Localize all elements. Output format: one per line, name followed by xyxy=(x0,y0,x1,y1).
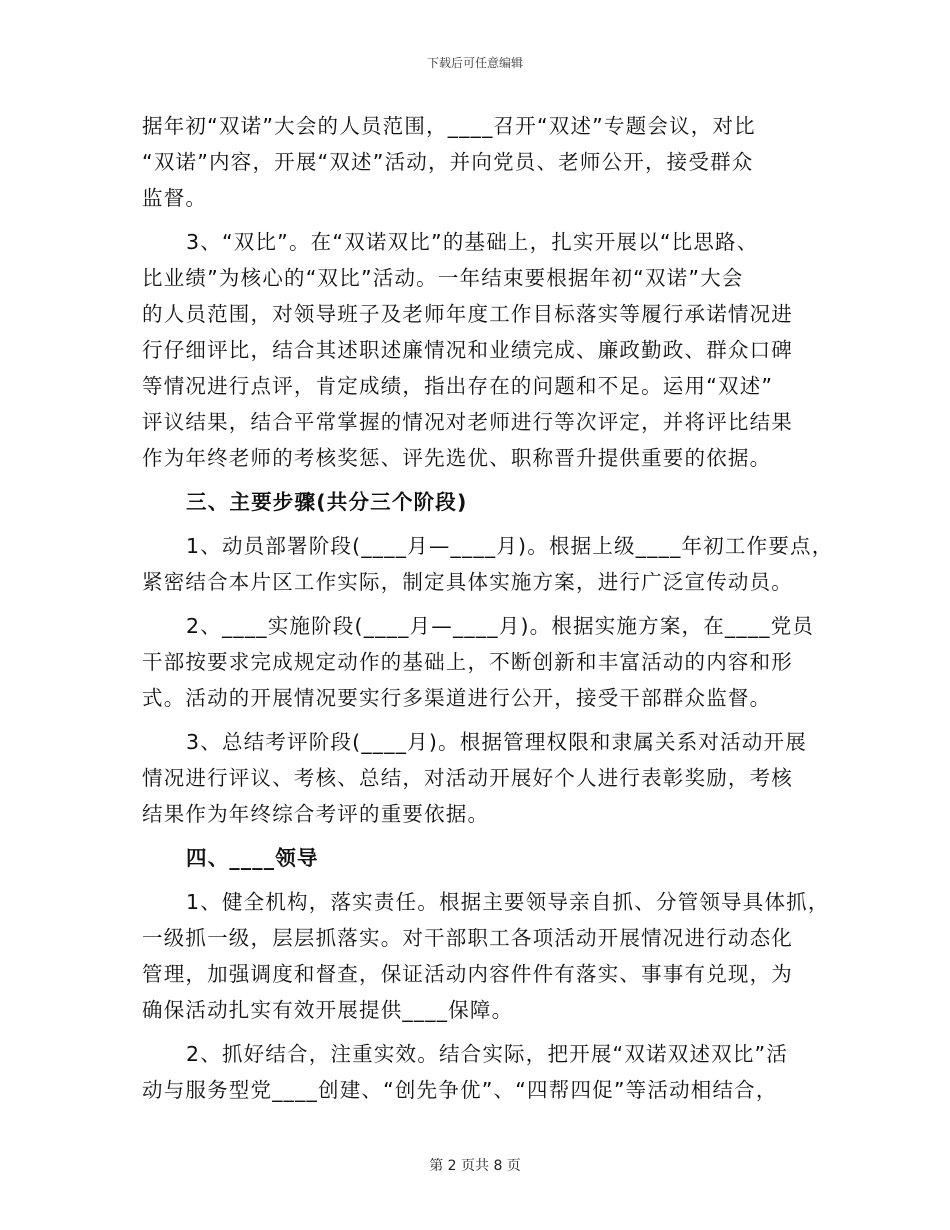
section-heading: 三、主要步骤(共分三个阶段) xyxy=(186,490,468,514)
body-line: 干部按要求完成规定动作的基础上，不断创新和丰富活动的内容和形 xyxy=(142,650,793,674)
paragraph-start-line: 1、健全机构，落实责任。根据主要领导亲自抓、分管领导具体抓， xyxy=(186,890,830,914)
body-line: 一级抓一级，层层抓落实。对干部职工各项活动开展情况进行动态化 xyxy=(142,926,793,950)
body-line: 确保活动扎实有效开展提供____保障。 xyxy=(142,998,514,1022)
body-line: 据年初“双诺”大会的人员范围，____召开“双述”专题会议，对比 xyxy=(142,114,756,138)
body-line: 的人员范围，对领导班子及老师年度工作目标落实等履行承诺情况进 xyxy=(142,302,793,326)
paragraph-start-line: 3、总结考评阶段(____月)。根据管理权限和隶属关系对活动开展 xyxy=(186,730,807,754)
body-line: “双诺”内容，开展“双述”活动，并向党员、老师公开，接受群众 xyxy=(142,150,754,174)
page-header: 下载后可任意编辑 xyxy=(426,56,523,70)
body-line: 比业绩”为核心的“双比”活动。一年结束要根据年初“双诺”大会 xyxy=(142,266,744,290)
section-heading: 四、____领导 xyxy=(186,846,319,870)
body-line: 评议结果，结合平常掌握的情况对老师进行等次评定，并将评比结果 xyxy=(142,410,793,434)
body-line: 监督。 xyxy=(142,186,208,210)
body-line: 管理，加强调度和督查，保证活动内容件件有落实、事事有兑现，为 xyxy=(142,962,793,986)
paragraph-start-line: 2、抓好结合，注重实效。结合实际，把开展“双诺双述双比”活 xyxy=(186,1042,789,1066)
body-line: 结果作为年终综合考评的重要依据。 xyxy=(142,802,490,826)
paragraph-start-line: 3、“双比”。在“双诺双比”的基础上，扎实开展以“比思路、 xyxy=(186,230,759,254)
paragraph-start-line: 2、____实施阶段(____月—____月)。根据实施方案，在____党员 xyxy=(186,614,815,638)
body-line: 等情况进行点评，肯定成绩，指出存在的问题和不足。运用“双述” xyxy=(142,374,774,398)
paragraph-start-line: 1、动员部署阶段(____月—____月)。根据上级____年初工作要点， xyxy=(186,534,834,558)
body-line: 行仔细评比，结合其述职述廉情况和业绩完成、廉政勤政、群众口碑 xyxy=(142,338,793,362)
page-footer: 第 2 页共 8 页 xyxy=(429,1158,521,1174)
body-line: 动与服务型党____创建、“创先争优”、“四帮四促”等活动相结合， xyxy=(142,1078,778,1102)
document-body xyxy=(142,108,834,1108)
body-line: 紧密结合本片区工作实际，制定具体实施方案，进行广泛宣传动员。 xyxy=(142,570,793,594)
body-line: 式。活动的开展情况要实行多渠道进行公开，接受干部群众监督。 xyxy=(142,686,772,710)
body-line: 情况进行评议、考核、总结，对活动开展好个人进行表彰奖励，考核 xyxy=(142,766,793,790)
body-line: 作为年终老师的考核奖惩、评先选优、职称晋升提供重要的依据。 xyxy=(142,446,772,470)
